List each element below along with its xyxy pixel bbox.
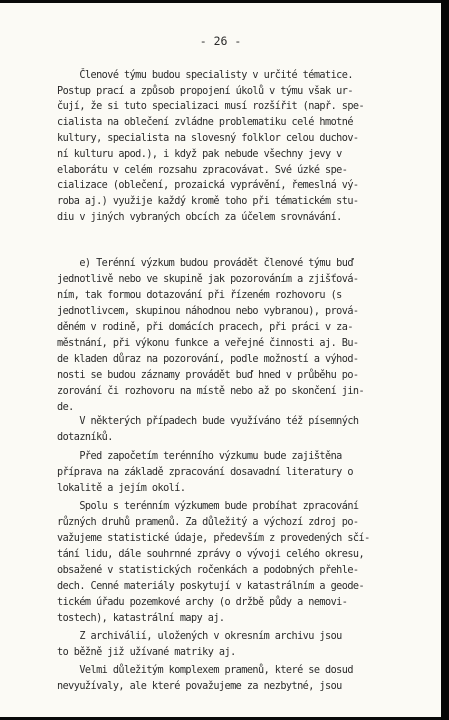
text-line: nosti se budou záznamy provádět buď hned v průběhu po-	[57, 370, 359, 381]
text-line: Spolu s terénním výzkumem bude probíhat zpracování	[57, 501, 359, 512]
text-line: cialista na oblečení zvládne problematiku celé hmotné	[57, 117, 353, 129]
text-line: příprava na základě zpracování dosavadní literatury o	[57, 467, 353, 478]
text-line: městnání, při výkonu funkce a veřejné činnosti aj. Bu-	[57, 338, 359, 349]
text-line: važujeme statistické údaje, především z provedených sčí-	[57, 533, 370, 544]
text-line: jednotlivě nebo ve skupině jak pozorováním a zjišťová-	[57, 274, 359, 285]
text-line: čují, že si tuto specializaci musí rozšířit (např. spe-	[57, 101, 365, 113]
page-number: - 26 -	[199, 34, 242, 48]
text-line: de.	[57, 402, 74, 413]
text-line: to běžně již užívané matriky aj.	[57, 647, 236, 658]
page-edge-shadow	[441, 0, 449, 720]
text-line: obsažené v statistických ročenkách a podobných přehle-	[57, 565, 359, 576]
text-line: diu v jiných vybraných obcích za účelem srovnávání.	[57, 212, 342, 223]
text-line: V některých případech bude využíváno též písemných	[57, 416, 359, 427]
text-line: lokalitě a jejím okolí.	[57, 483, 186, 494]
text-line: elaborátu v celém rozsahu zpracovávat. Své úzké spe-	[57, 164, 348, 176]
text-line: ním, tak formou dotazování při řízeném rozhovoru (s	[57, 290, 342, 301]
text-line: ní kulturu apod.), i když pak nebude všechny jevy v	[57, 148, 342, 160]
text-line: Z archiválií, uložených v okresním archivu jsou	[57, 631, 342, 642]
text-line: Členové týmu budou specialisty v určité tématice.	[57, 70, 353, 81]
text-line: různých druhů pramenů. Za důležitý a výchozí zdroj po-	[57, 517, 359, 528]
text-line: jednotlivcem, skupinou náhodnou nebo vybranou), prová-	[57, 306, 359, 317]
text-line: dotazníků.	[57, 432, 113, 443]
text-line: kultury, specialista na slovesný folklor celou duchov-	[57, 133, 359, 144]
text-line: e) Terénní výzkum budou provádět členové týmu buď	[57, 258, 353, 269]
text-line: děném v rodině, při domácích pracech, při práci v za-	[57, 322, 353, 333]
text-line: tickém úřadu pozemkové archy (o držbě půdy a nemovi-	[57, 597, 348, 608]
text-line: nevyužívaly, ale které považujeme za nezbytné, jsou	[57, 681, 342, 692]
text-line: Postup prací a způsob propojení úkolů v týmu však ur-	[57, 85, 353, 97]
text-line: Velmi důležitým komplexem pramenů, které se dosud	[57, 665, 353, 676]
document-page	[0, 3, 441, 717]
text-line: zorování či rozhovoru na místě nebo až po skončení jin-	[57, 386, 365, 397]
text-line: Před započetím terénního výzkumu bude zajištěna	[57, 451, 342, 462]
text-line: de kladen důraz na pozorování, podle možností a výhod-	[57, 354, 359, 365]
text-line: tostech), katastrální mapy aj.	[57, 613, 225, 624]
text-line: cializace (oblečení, prozaická vyprávění, řemeslná vý-	[57, 180, 359, 192]
text-line: tání lidu, dále souhrnné zprávy o vývoji celého okresu,	[57, 549, 365, 560]
text-line: roba aj.) využije každý kromě toho při tématickém stu-	[57, 196, 359, 208]
text-line: dech. Cenné materiály poskytují v katastrálním a geode-	[57, 581, 365, 592]
